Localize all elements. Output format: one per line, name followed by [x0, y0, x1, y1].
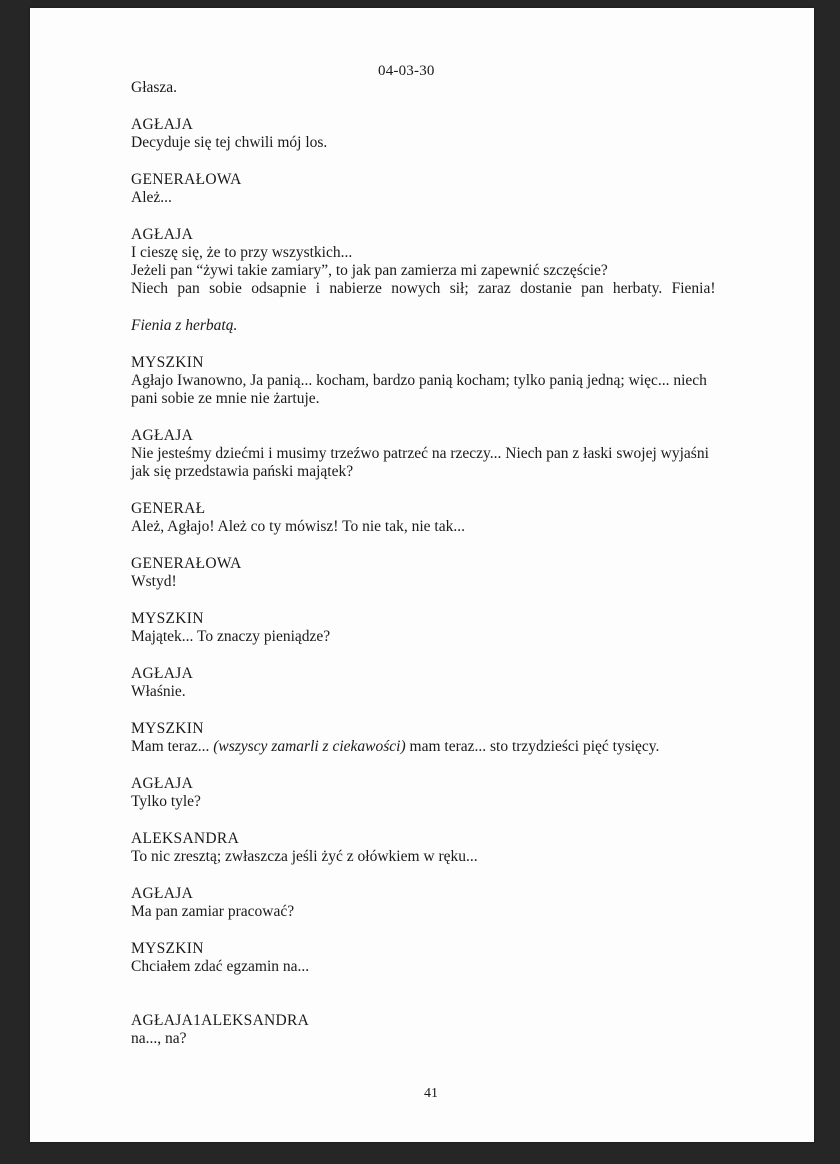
page-header-date: 04-03-30	[378, 63, 435, 79]
page-number: 41	[424, 1086, 438, 1101]
speaker-name: AGŁAJA1ALEKSANDRA	[131, 1012, 310, 1029]
speaker-name: GENERAŁOWA	[131, 171, 242, 188]
dialogue-block	[131, 427, 751, 481]
speaker-name: GENERAŁ	[131, 500, 206, 517]
text-line: I cieszę się, że to przy wszystkich...	[131, 244, 353, 261]
text-line: Jeżeli pan “żywi takie zamiary”, to jak pan zamierza mi zapewnić szczęście?	[131, 262, 608, 279]
stage-direction-inline: (wszyscy zamarli z ciekawości)	[213, 738, 406, 755]
text-segment: mam teraz... sto trzydzieści pięć tysięcy.	[405, 738, 660, 755]
dialogue-block	[131, 1012, 751, 1048]
text-line: Tylko tyle?	[131, 793, 201, 810]
text-line: Wstyd!	[131, 573, 177, 590]
speaker-name: MYSZKIN	[131, 940, 204, 957]
stage-direction	[131, 79, 751, 97]
dialogue-block	[131, 226, 751, 298]
speaker-name: ALEKSANDRA	[131, 830, 240, 847]
dialogue-block	[131, 940, 751, 976]
speaker-name: AGŁAJA	[131, 226, 194, 243]
text-line	[131, 738, 751, 756]
text-line: Fienia z herbatą.	[131, 317, 238, 334]
speaker-name: AGŁAJA	[131, 427, 194, 444]
dialogue-block	[131, 171, 751, 207]
text-line: Ależ...	[131, 189, 172, 206]
text-line: Decyduje się tej chwili mój los.	[131, 134, 328, 151]
speaker-name: MYSZKIN	[131, 720, 204, 737]
dialogue-block	[131, 555, 751, 591]
dialogue-block	[131, 830, 751, 866]
dialogue-block	[131, 775, 751, 811]
text-line: Ma pan zamiar pracować?	[131, 903, 295, 920]
speaker-name: GENERAŁOWA	[131, 555, 242, 572]
text-line: pani sobie ze mnie nie żartuje.	[131, 390, 320, 407]
text-line-justified: Niech pan sobie odsapnie i nabierze nowych sił; zaraz dostanie pan herbaty. Fienia!	[131, 280, 716, 297]
text-line: jak się przedstawia pański majątek?	[131, 463, 354, 480]
speaker-name: AGŁAJA	[131, 885, 194, 902]
dialogue-block	[131, 500, 751, 536]
text-line: Głasza.	[131, 79, 178, 96]
speaker-name: MYSZKIN	[131, 610, 204, 627]
text-line: Właśnie.	[131, 683, 186, 700]
speaker-name: AGŁAJA	[131, 775, 194, 792]
dialogue-block	[131, 354, 751, 408]
text-line: Chciałem zdać egzamin na...	[131, 958, 310, 975]
text-line: Ależ, Agłajo! Ależ co ty mówisz! To nie tak, nie tak...	[131, 518, 465, 535]
text-line: Nie jesteśmy dziećmi i musimy trzeźwo patrzeć na rzeczy... Niech pan z łaski swojej wyjaśni	[131, 445, 709, 462]
script-text	[131, 79, 751, 1067]
document-page	[30, 8, 814, 1142]
text-line: Agłajo Iwanowno, Ja panią... kocham, bardzo panią kocham; tylko panią jedną; więc... niech	[131, 372, 707, 389]
dialogue-block	[131, 116, 751, 152]
speaker-name: AGŁAJA	[131, 665, 194, 682]
speaker-name: MYSZKIN	[131, 354, 204, 371]
dialogue-block	[131, 665, 751, 701]
dialogue-block	[131, 720, 751, 756]
dialogue-block	[131, 610, 751, 646]
dialogue-block	[131, 885, 751, 921]
speaker-name: AGŁAJA	[131, 116, 194, 133]
stage-direction	[131, 317, 751, 335]
text-segment: Mam teraz...	[131, 738, 214, 755]
text-line: Majątek... To znaczy pieniądze?	[131, 628, 331, 645]
text-line: To nic zresztą; zwłaszcza jeśli żyć z ołówkiem w ręku...	[131, 848, 478, 865]
text-line: na..., na?	[131, 1030, 187, 1047]
